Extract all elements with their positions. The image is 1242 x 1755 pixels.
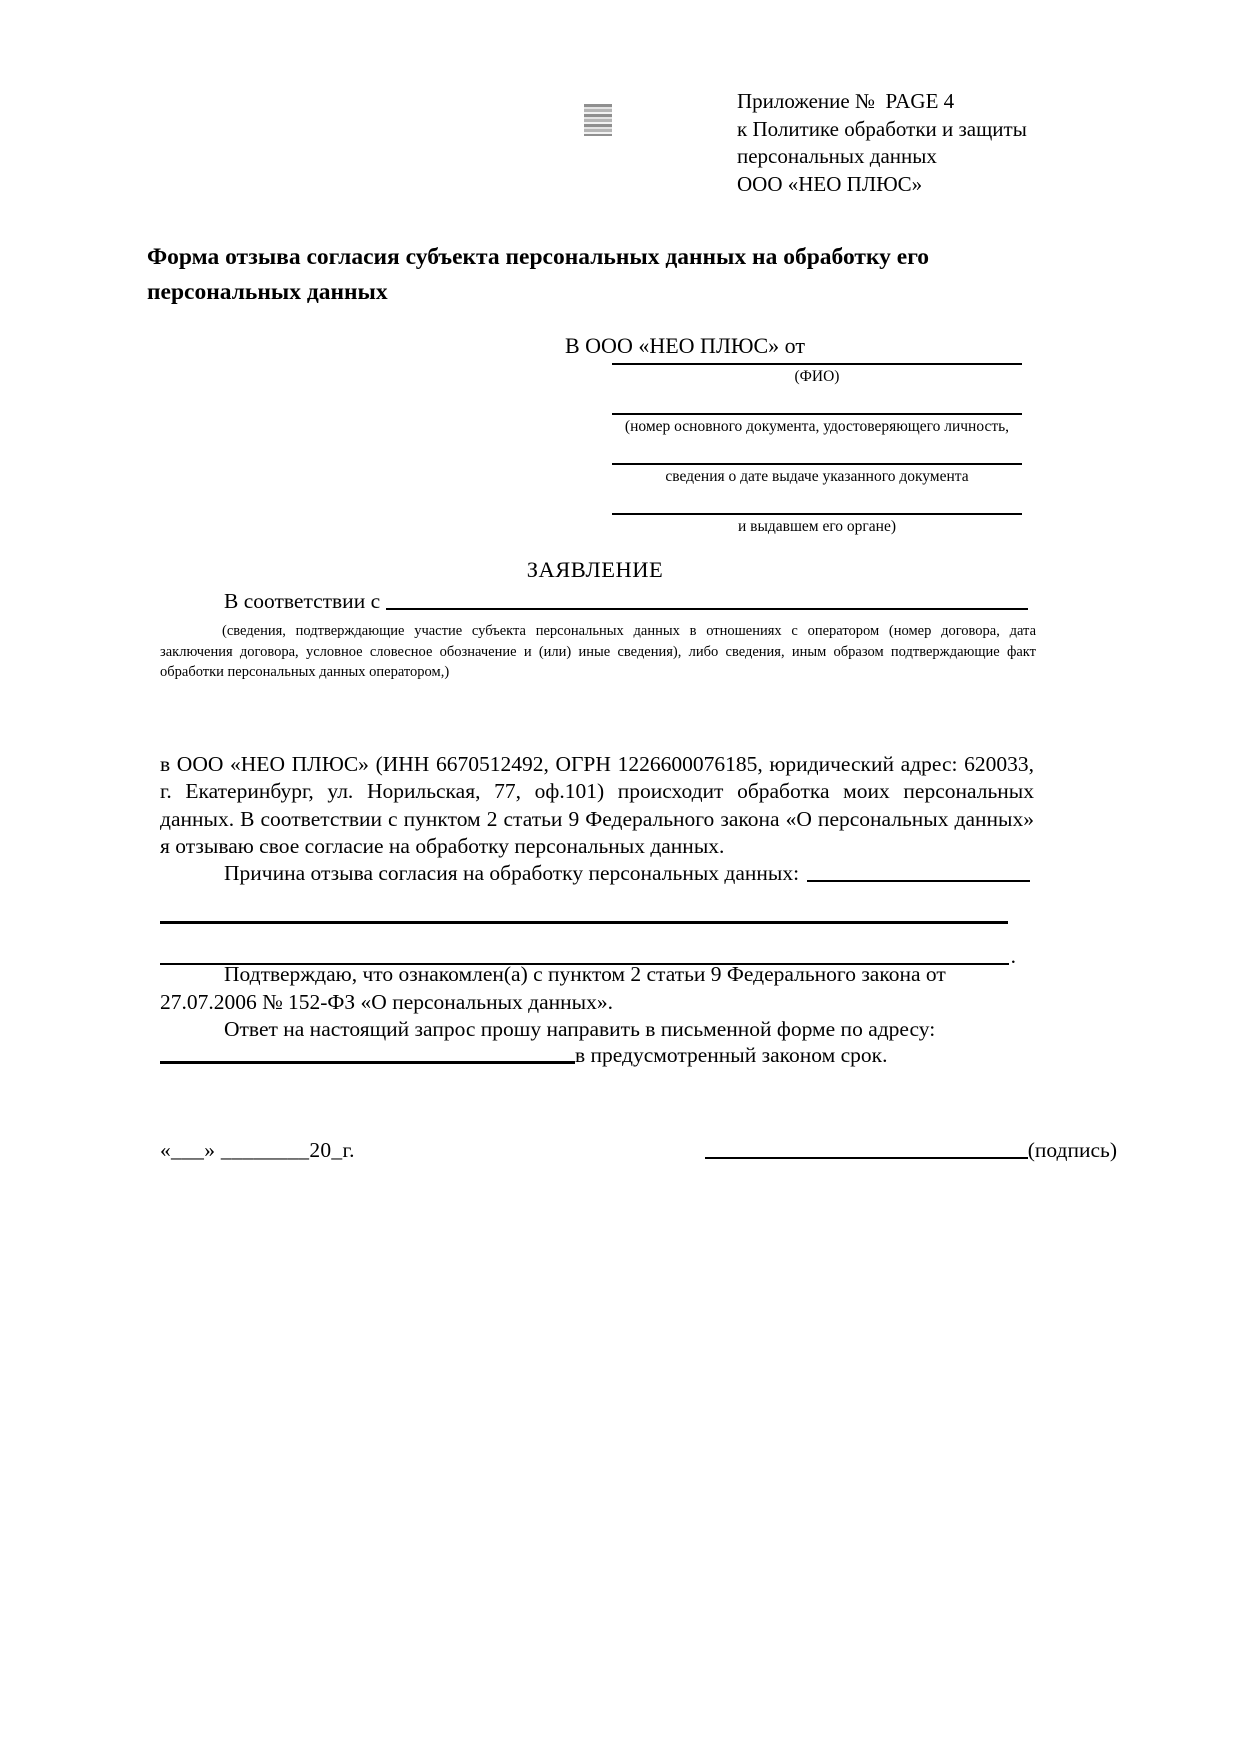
signature-blank-line[interactable] (705, 1157, 1028, 1159)
reason-label: Причина отзыва согласия на обработку персональных данных: (224, 861, 800, 885)
header-policy-line: к Политике обработки и защиты (737, 116, 1027, 141)
reason-blank-line[interactable] (807, 880, 1030, 882)
signature-caption: (подпись) (1027, 1138, 1117, 1162)
date-line[interactable]: «___» ________20_г. (160, 1138, 355, 1162)
reply-suffix: в предусмотренный законом срок. (575, 1043, 888, 1067)
basis-prefix: В соответствии с (224, 589, 381, 613)
document-number-caption: (номер основного документа, удостоверяющего личность, (624, 418, 1010, 435)
issuing-authority-field (612, 513, 1022, 539)
header-policy-line-2: персональных данных (737, 144, 937, 168)
document-header (737, 88, 1057, 198)
header-company-line: ООО «НЕО ПЛЮС» (737, 171, 923, 196)
reason-row (160, 861, 1030, 886)
reply-request-line: Ответ на настоящий запрос прошу направить в письменной форме по адресу: (224, 1017, 936, 1041)
page-title: Форма отзыва согласия субъекта персональных данных на обработку его персональных данных (147, 244, 930, 305)
statement-body: в ООО «НЕО ПЛЮС» (ИНН 6670512492, ОГРН 1226600076185, юридический адрес: 620033, г. Екатеринбург, ул. Норильская, 77, оф.101) происходит обработка моих персональных данных. В соответствии с пунктом 2 статьи 9 Федерального закона «О персональных данных» я отзываю свое согласие на обработку персональных данных. (160, 752, 1034, 858)
statement-heading: ЗАЯВЛЕНИЕ (526, 557, 664, 582)
address-blank-line[interactable] (160, 1061, 575, 1064)
document-number-field (612, 413, 1022, 439)
basis-blank-line[interactable] (386, 608, 1028, 610)
signature-row (705, 1138, 1117, 1163)
reason-blank-line-2[interactable] (160, 921, 1008, 924)
fio-field (612, 363, 1022, 389)
header-appendix-line: Приложение № PAGE 4 (737, 89, 955, 113)
basis-fine-print: (сведения, подтверждающие участие субъекта персональных данных в отношениях с оператором (номер договора, дата заключения договора, условное словесное обозначение и (или) иные сведения), либо сведения, иным образом подтверждающие факт обработки персональных данных оператором,) (160, 623, 1036, 680)
issue-date-caption: сведения о дате выдаче указанного документа (665, 468, 969, 485)
reason-terminator: . (1010, 944, 1016, 968)
addressee-line: В ООО «НЕО ПЛЮС» от (565, 333, 805, 358)
table-fragment-icon (584, 104, 612, 136)
issue-date-field (612, 463, 1022, 489)
issuing-authority-caption: и выдавшем его органе) (737, 518, 897, 535)
reply-address-row (160, 1043, 1034, 1068)
addressee-fields (612, 363, 1022, 563)
fio-caption: (ФИО) (794, 368, 840, 385)
basis-row (160, 589, 1028, 614)
confirmation-paragraph: Подтверждаю, что ознакомлен(а) с пунктом 2 статьи 9 Федерального закона от 27.07.2006 № 152-ФЗ «О персональных данных». (160, 962, 946, 1014)
